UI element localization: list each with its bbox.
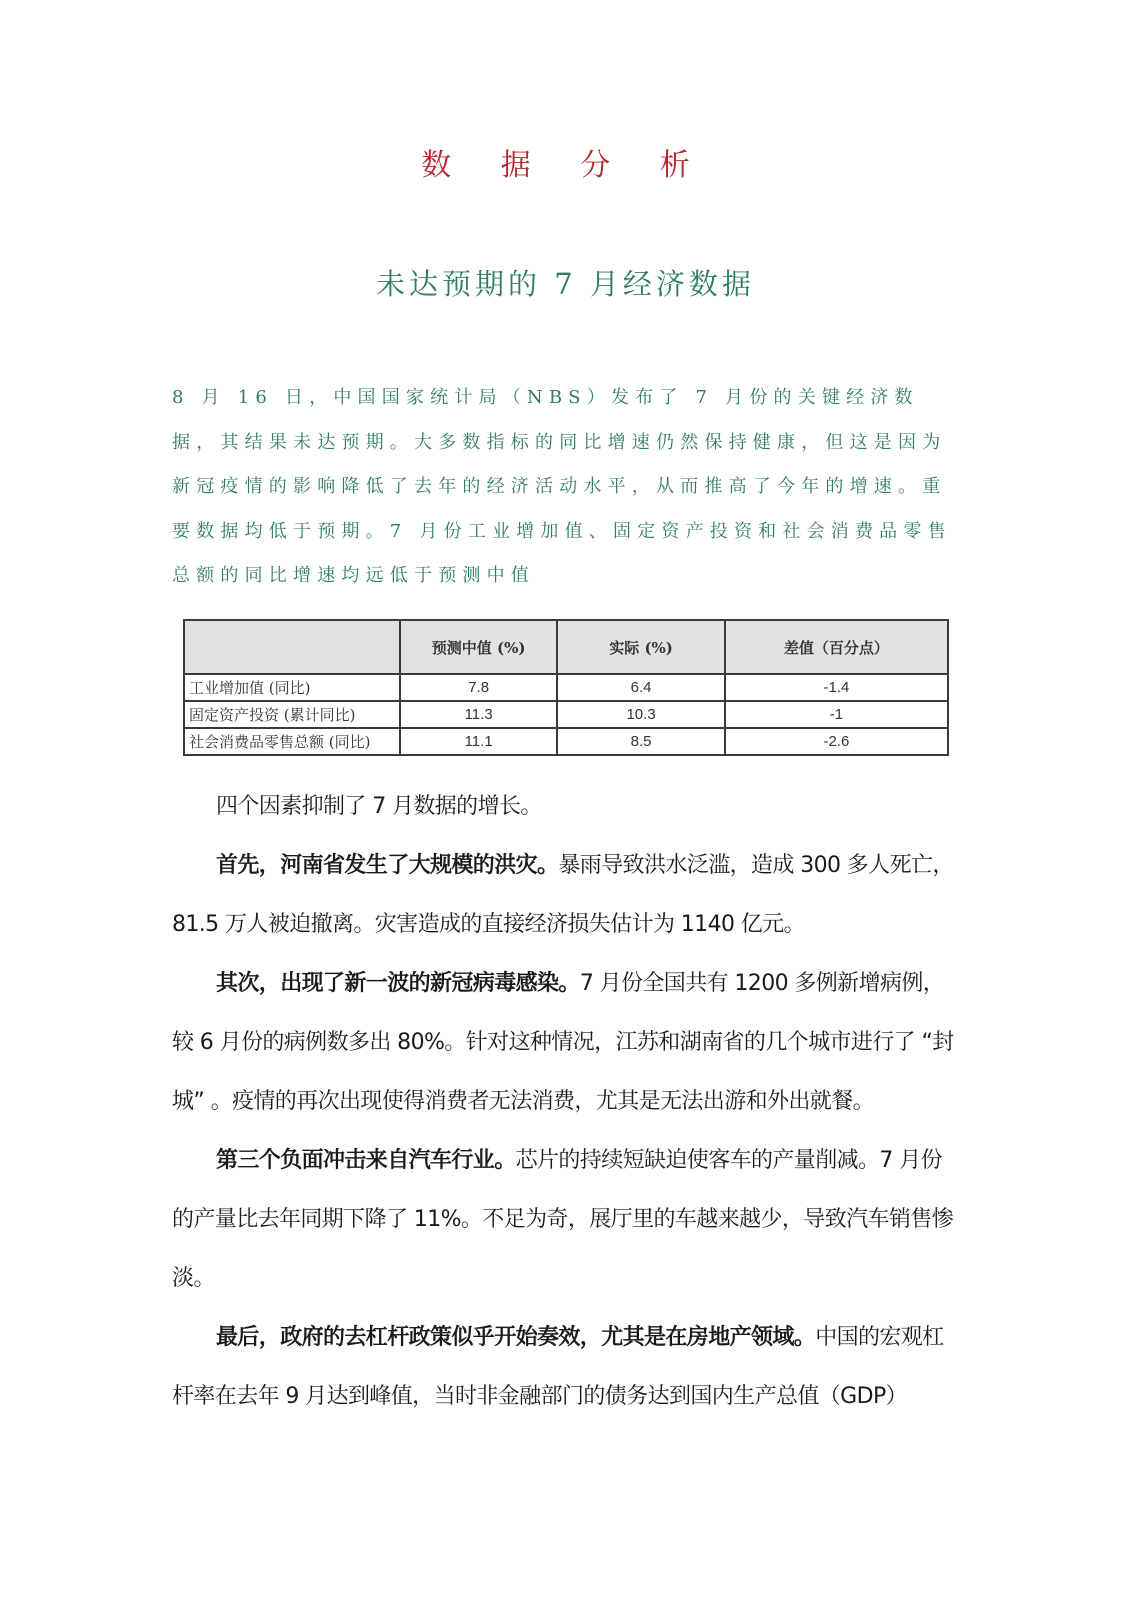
table-cell-difference: -1.4: [725, 674, 948, 701]
table-cell-forecast: 7.8: [400, 674, 557, 701]
article-body: [172, 777, 962, 1426]
table-cell-forecast: 11.1: [400, 728, 557, 755]
document-title: 数 据 分 析: [421, 148, 710, 183]
body-paragraph: 四个因素抑制了 7 月数据的增长。: [216, 794, 542, 819]
body-paragraph: [172, 836, 962, 954]
table-cell-actual: 10.3: [557, 701, 724, 728]
body-paragraph: [172, 1131, 962, 1308]
table-header-cell: 预测中值 (%): [400, 620, 557, 674]
paragraph-heading: 第三个负面冲击来自汽车行业。: [216, 1148, 516, 1173]
table-cell-difference: -1: [725, 701, 948, 728]
paragraph-heading: 首先，河南省发生了大规模的洪灾。: [216, 853, 559, 878]
paragraph-text: 中国的宏观杠杆率在去年 9 月达到峰值，当时非金融部门的债务达到国内生产总值（GDP）: [172, 1325, 944, 1409]
table-header-row: [184, 620, 948, 674]
paragraph-heading: 其次，出现了新一波的新冠病毒感染。: [216, 971, 580, 996]
table-row: [184, 674, 948, 701]
body-paragraph: [172, 1308, 962, 1426]
paragraph-text: 芯片的持续短缺迫使客车的产量削减。7 月份的产量比去年同期下降了 11%。不足为奇，展厅里的车越来越少，导致汽车销售惨淡。: [172, 1148, 954, 1291]
table-cell-forecast: 11.3: [400, 701, 557, 728]
economic-data-table: [183, 619, 949, 756]
table-row: [184, 701, 948, 728]
intro-paragraph: 8 月 16 日，中国国家统计局（NBS）发布了 7 月份的关键经济数据，其结果未达预期。大多数指标的同比增速仍然保持健康，但这是因为新冠疫情的影响降低了去年的经济活动水平，从而推高了今年的增速。重要数据均低于预期。7 月份工业增加值、固定资产投资和社会消费品零售总额的同比增速均远低于预测中值: [172, 387, 952, 586]
paragraph-heading: 最后，政府的去杠杆政策似乎开始奏效，尤其是在房地产领域。: [216, 1325, 816, 1350]
document-subtitle: 未达预期的 7 月经济数据: [376, 267, 755, 301]
table-cell-actual: 6.4: [557, 674, 724, 701]
table-row: [184, 728, 948, 755]
table-cell-actual: 8.5: [557, 728, 724, 755]
table-cell-indicator: 工业增加值 (同比): [184, 674, 400, 701]
table-cell-indicator: 固定资产投资 (累计同比): [184, 701, 400, 728]
table-header-cell: [184, 620, 400, 674]
table-cell-difference: -2.6: [725, 728, 948, 755]
table-header-cell: 实际 (%): [557, 620, 724, 674]
paragraph-text: 暴雨导致洪水泛滥，造成 300 多人死亡，81.5 万人被迫撤离。灾害造成的直接经济损失估计为 1140 亿元。: [172, 853, 954, 937]
body-paragraph: [172, 954, 962, 1131]
paragraph-text: 7 月份全国共有 1200 多例新增病例，较 6 月份的病例数多出 80%。针对这种情况，江苏和湖南省的几个城市进行了 “封城” 。疫情的再次出现使得消费者无法消费，尤其是无法出游和外出就餐。: [172, 971, 954, 1114]
table-cell-indicator: 社会消费品零售总额 (同比): [184, 728, 400, 755]
table-header-cell: 差值（百分点）: [725, 620, 948, 674]
